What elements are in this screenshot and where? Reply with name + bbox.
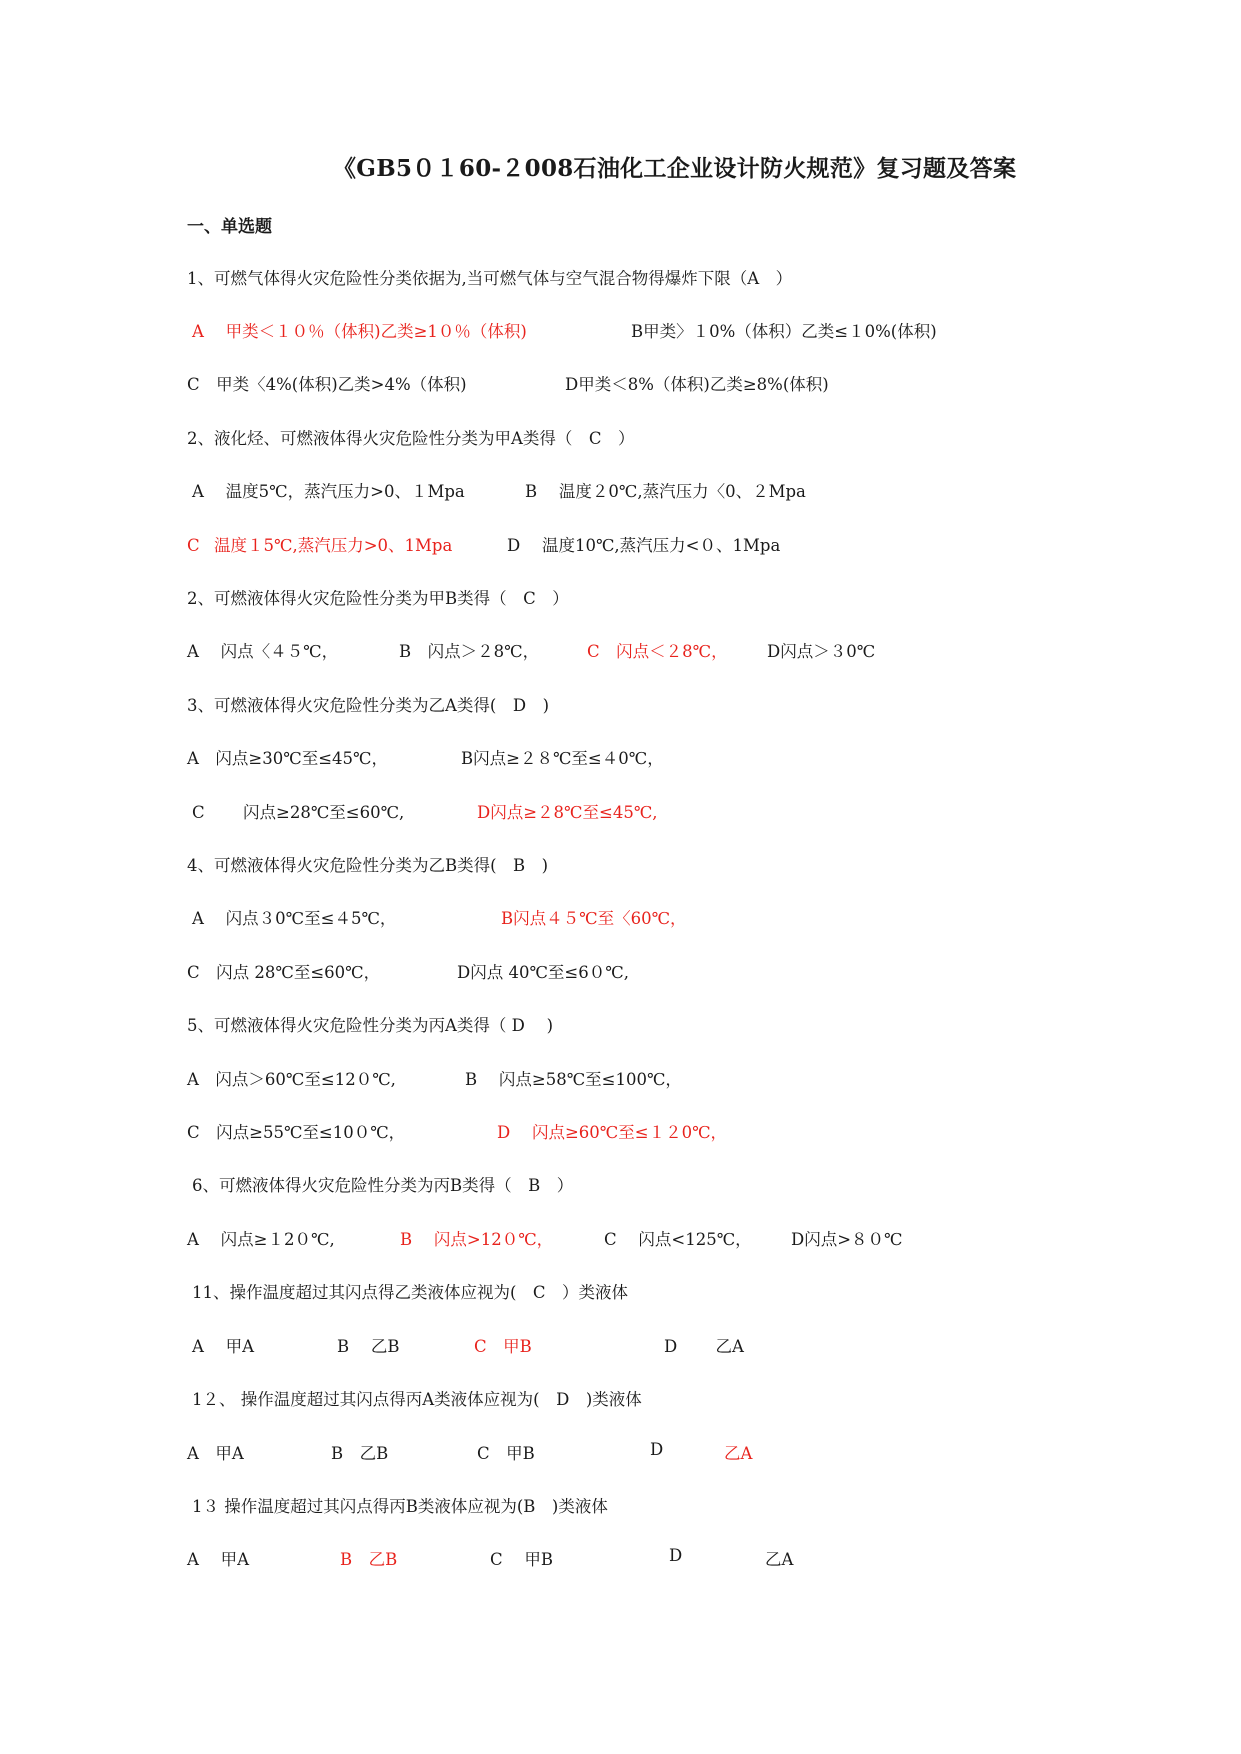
line-text: A 甲A xyxy=(192,1337,255,1356)
line-text: 2、可燃液体得火灾危险性分类为甲B类得（ C ） xyxy=(187,589,569,608)
line-text: A 甲A xyxy=(187,1444,244,1463)
line-text: C 闪点≥55℃至≤10０℃， xyxy=(187,1123,406,1142)
answer-text: C 闪点＜２8℃， xyxy=(587,642,728,661)
answer-text: C xyxy=(187,536,217,555)
line-text: B甲类〉１0%（体积）乙类≤１0%(体积) xyxy=(631,322,937,341)
line-text: A 温度5℃，蒸汽压力>0、１Mpa xyxy=(192,482,465,501)
line-text: C 闪点<125℃， xyxy=(604,1230,752,1249)
line-text: 1、可燃气体得火灾危险性分类依据为,当可燃气体与空气混合物得爆炸下限（A ） xyxy=(187,269,793,288)
line-text: B闪点≥２８℃至≤４0℃， xyxy=(461,749,664,768)
line-text: B 乙B xyxy=(331,1444,389,1463)
answer-text: B 乙B xyxy=(340,1550,398,1569)
line-text: C 甲B xyxy=(477,1444,535,1463)
answer-text: B 闪点>12０℃， xyxy=(400,1230,554,1249)
line-text: C 甲B xyxy=(490,1550,553,1569)
answer-text: B闪点４５℃至〈60℃， xyxy=(501,909,687,928)
line-text: A 甲A xyxy=(187,1550,250,1569)
answer-text: D闪点≥２8℃至≤45℃, xyxy=(477,803,658,822)
line-text: B 闪点＞２8℃， xyxy=(399,642,540,661)
line-text: C 闪点 28℃至≤60℃， xyxy=(187,963,381,982)
answer-text: D 闪点≥60℃至≤１２0℃， xyxy=(497,1123,728,1142)
line-text: 1２、 操作温度超过其闪点得丙A类液体应视为( D )类液体 xyxy=(192,1390,642,1409)
line-text: 6、可燃液体得火灾危险性分类为丙B类得（ B ） xyxy=(192,1176,574,1195)
line-text: 3、可燃液体得火灾危险性分类为乙A类得( D ) xyxy=(187,696,550,715)
line-text: 乙A xyxy=(765,1550,794,1569)
answer-text: 温度１5℃,蒸汽压力>0、1Mpa xyxy=(214,536,453,555)
line-text: D闪点 40℃至≤6０℃, xyxy=(457,963,629,982)
answer-text: A 甲类＜１０％（体积)乙类≥1０％（体积) xyxy=(192,322,527,341)
line-text: B 乙B xyxy=(337,1337,400,1356)
line-text: 11、操作温度超过其闪点得乙类液体应视为( C ）类液体 xyxy=(192,1283,629,1302)
line-text: B 闪点≥58℃至≤100℃， xyxy=(465,1070,682,1089)
line-text: A 闪点３0℃至≤４5℃， xyxy=(192,909,397,928)
line-text: B 温度２0℃,蒸汽压力〈0、２Mpa xyxy=(525,482,806,501)
line-text: D 温度10℃,蒸汽压力<０、1Mpa xyxy=(507,536,781,555)
line-text: A 闪点〈４５℃， xyxy=(187,642,339,661)
line-text: D xyxy=(650,1440,664,1459)
line-text: A 闪点≥１2０℃, xyxy=(187,1230,335,1249)
line-text: 1３ 操作温度超过其闪点得丙B类液体应视为(B )类液体 xyxy=(192,1497,608,1516)
line-text: 闪点≥28℃至≤60℃, xyxy=(243,803,405,822)
line-text: A 闪点＞60℃至≤12０℃, xyxy=(187,1070,396,1089)
line-text: 5、可燃液体得火灾危险性分类为丙A类得（ D ) xyxy=(187,1016,554,1035)
line-text: D xyxy=(669,1546,683,1565)
line-text: D 乙A xyxy=(664,1337,744,1356)
line-text: C xyxy=(192,803,222,822)
document-title: 《GB5０１60-２008石油化工企业设计防火规范》复习题及答案 xyxy=(333,155,1017,182)
line-text: 2、液化烃、可燃液体得火灾危险性分类为甲A类得（ C ） xyxy=(187,429,635,448)
line-text: D甲类＜8%（体积)乙类≥8%(体积) xyxy=(565,375,829,394)
answer-text: 乙A xyxy=(724,1444,753,1463)
line-text: 4、可燃液体得火灾危险性分类为乙B类得( B ) xyxy=(187,856,549,875)
answer-text: C 甲B xyxy=(474,1337,532,1356)
line-text: C 甲类〈4%(体积)乙类>4%（体积) xyxy=(187,375,467,394)
section-heading: 一、单选题 xyxy=(187,217,272,237)
line-text: D闪点＞３0℃ xyxy=(767,642,876,661)
line-text: A 闪点≥30℃至≤45℃， xyxy=(187,749,388,768)
line-text: D闪点>８０℃ xyxy=(791,1230,903,1249)
